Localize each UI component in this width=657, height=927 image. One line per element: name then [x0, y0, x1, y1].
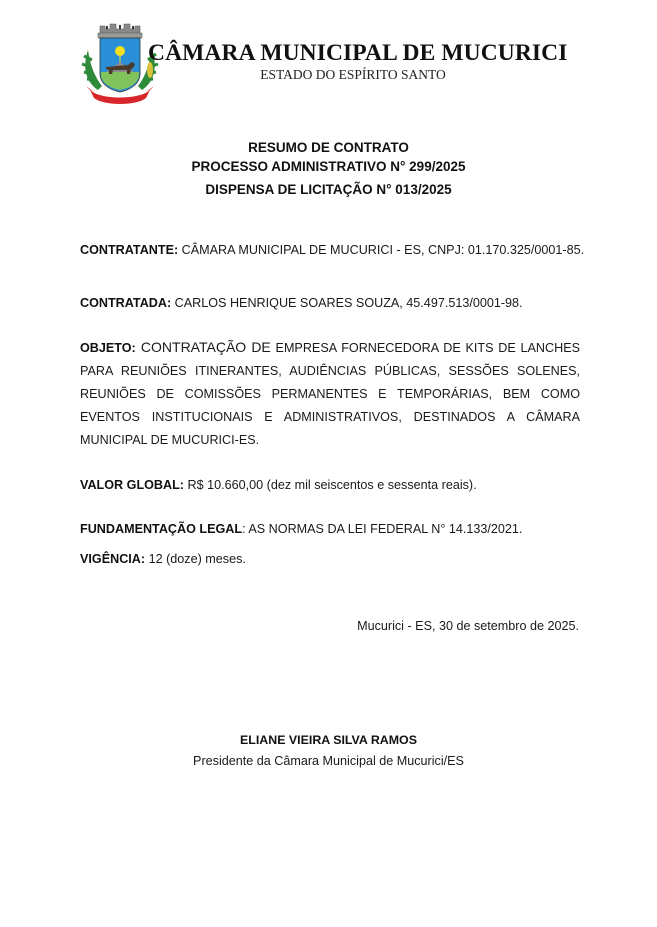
objeto-field	[80, 336, 580, 452]
valor-global-field	[80, 474, 580, 497]
objeto-value-lead: CONTRATAÇÃO DE	[135, 339, 271, 355]
fundamentacao-field	[80, 518, 580, 541]
dispensa-number: DISPENSA DE LICITAÇÃO N° 013/2025	[205, 182, 452, 197]
place-date: Mucurici - ES, 30 de setembro de 2025.	[357, 619, 579, 633]
contratante-label: CONTRATANTE:	[80, 243, 179, 257]
vigencia-field	[80, 548, 580, 571]
valor-global-label: VALOR GLOBAL:	[80, 478, 185, 492]
vigencia-value: 12 (doze) meses.	[145, 552, 246, 566]
process-number: PROCESSO ADMINISTRATIVO N° 299/2025	[191, 159, 466, 174]
contratada-label: CONTRATADA:	[80, 296, 172, 310]
contratada-value: CARLOS HENRIQUE SOARES SOUZA, 45.497.513/0001-98.	[171, 296, 523, 310]
objeto-value: EMPRESA FORNECEDORA DE KITS DE LANCHES PARA REUNIÕES ITINERANTES, AUDIÊNCIAS PÚBLICAS, SESSÕES SOLENES, REUNIÕES DE COMISSÕES PERMANENTES E TEMPORÁRIAS, BEM COMO EVENTOS INSTITUCIONAIS E ADMINISTRATIVOS, DESTINADOS A CÂMARA MUNICIPAL DE MUCURICI-ES.	[80, 341, 580, 447]
valor-global-value: R$ 10.660,00 (dez mil seiscentos e sessenta reais).	[184, 478, 477, 492]
contratada-field	[80, 292, 580, 315]
letterhead-title: CÂMARA MUNICIPAL DE MUCURICI	[148, 40, 568, 66]
objeto-label: OBJETO:	[80, 341, 136, 355]
vigencia-label: VIGÊNCIA:	[80, 552, 146, 566]
contratante-value: CÂMARA MUNICIPAL DE MUCURICI - ES, CNPJ: 01.170.325/0001-85.	[178, 243, 585, 257]
letterhead-subtitle: ESTADO DO ESPÍRITO SANTO	[260, 67, 446, 82]
signatory-name: ELIANE VIEIRA SILVA RAMOS	[240, 733, 417, 747]
fundamentacao-label: FUNDAMENTAÇÃO LEGAL	[80, 522, 243, 536]
document-title: RESUMO DE CONTRATO	[248, 140, 409, 155]
fundamentacao-value: : AS NORMAS DA LEI FEDERAL N° 14.133/2021.	[242, 522, 523, 536]
signatory-role: Presidente da Câmara Municipal de Mucurici/ES	[193, 754, 464, 768]
contratante-field	[80, 240, 585, 261]
